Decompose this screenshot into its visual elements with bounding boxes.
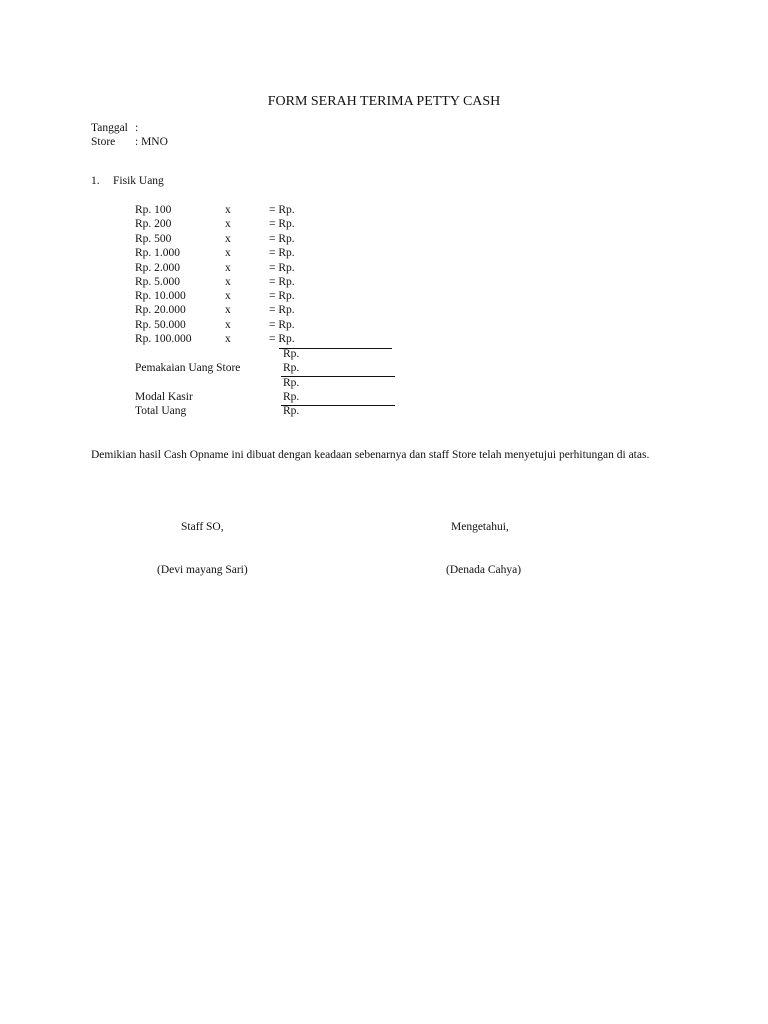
multiply-sign: x (225, 218, 231, 230)
store-label: Store (91, 136, 116, 148)
amount-rp: = Rp. (269, 290, 295, 302)
amount-rp: = Rp. (269, 319, 295, 331)
tanggal-label: Tanggal (91, 122, 128, 134)
amount-rp: = Rp. (269, 304, 295, 316)
amount-rp: = Rp. (269, 204, 295, 216)
denomination-label: Rp. 1.000 (135, 247, 181, 259)
modal-kasir-label: Modal Kasir (135, 391, 193, 403)
amount-rp: = Rp. (269, 276, 295, 288)
multiply-sign: x (225, 304, 231, 316)
section-title: Fisik Uang (113, 175, 164, 187)
denomination-label: Rp. 100.000 (135, 333, 192, 345)
pemakaian-rp: Rp. (283, 362, 300, 374)
multiply-sign: x (225, 262, 231, 274)
amount-rp: = Rp. (269, 333, 295, 345)
pemakaian-label: Pemakaian Uang Store (135, 362, 241, 374)
amount-rp: = Rp. (269, 218, 295, 230)
signature-right-name: (Denada Cahya) (446, 564, 522, 576)
signature-left-name: (Devi mayang Sari) (157, 564, 248, 576)
multiply-sign: x (225, 333, 231, 345)
tanggal-value: : (135, 122, 139, 134)
multiply-sign: x (225, 290, 231, 302)
amount-rp: = Rp. (269, 233, 295, 245)
multiply-sign: x (225, 204, 231, 216)
amount-rp: = Rp. (269, 247, 295, 259)
subtotal-rp: Rp. (283, 348, 300, 360)
store-value: : MNO (135, 136, 168, 148)
form-title: FORM SERAH TERIMA PETTY CASH (267, 94, 501, 109)
section-number: 1. (91, 175, 100, 187)
signature-right-role: Mengetahui, (451, 521, 509, 533)
multiply-sign: x (225, 247, 231, 259)
multiply-sign: x (225, 233, 231, 245)
denomination-label: Rp. 5.000 (135, 276, 181, 288)
modal-kasir-rp: Rp. (283, 391, 300, 403)
denomination-label: Rp. 100 (135, 204, 172, 216)
statement-text: Demikian hasil Cash Opname ini dibuat dengan keadaan sebenarnya dan staff Store telah menyetujui perhitungan di atas. (91, 449, 650, 461)
multiply-sign: x (225, 276, 231, 288)
remaining-rp: Rp. (283, 377, 300, 389)
total-uang-rp: Rp. (283, 405, 300, 417)
denomination-label: Rp. 2.000 (135, 262, 181, 274)
denomination-label: Rp. 500 (135, 233, 172, 245)
total-uang-label: Total Uang (135, 405, 187, 417)
signature-left-role: Staff SO, (181, 521, 224, 533)
denomination-label: Rp. 10.000 (135, 290, 186, 302)
denomination-label: Rp. 20.000 (135, 304, 186, 316)
amount-rp: = Rp. (269, 262, 295, 274)
multiply-sign: x (225, 319, 231, 331)
denomination-label: Rp. 50.000 (135, 319, 186, 331)
denomination-label: Rp. 200 (135, 218, 172, 230)
